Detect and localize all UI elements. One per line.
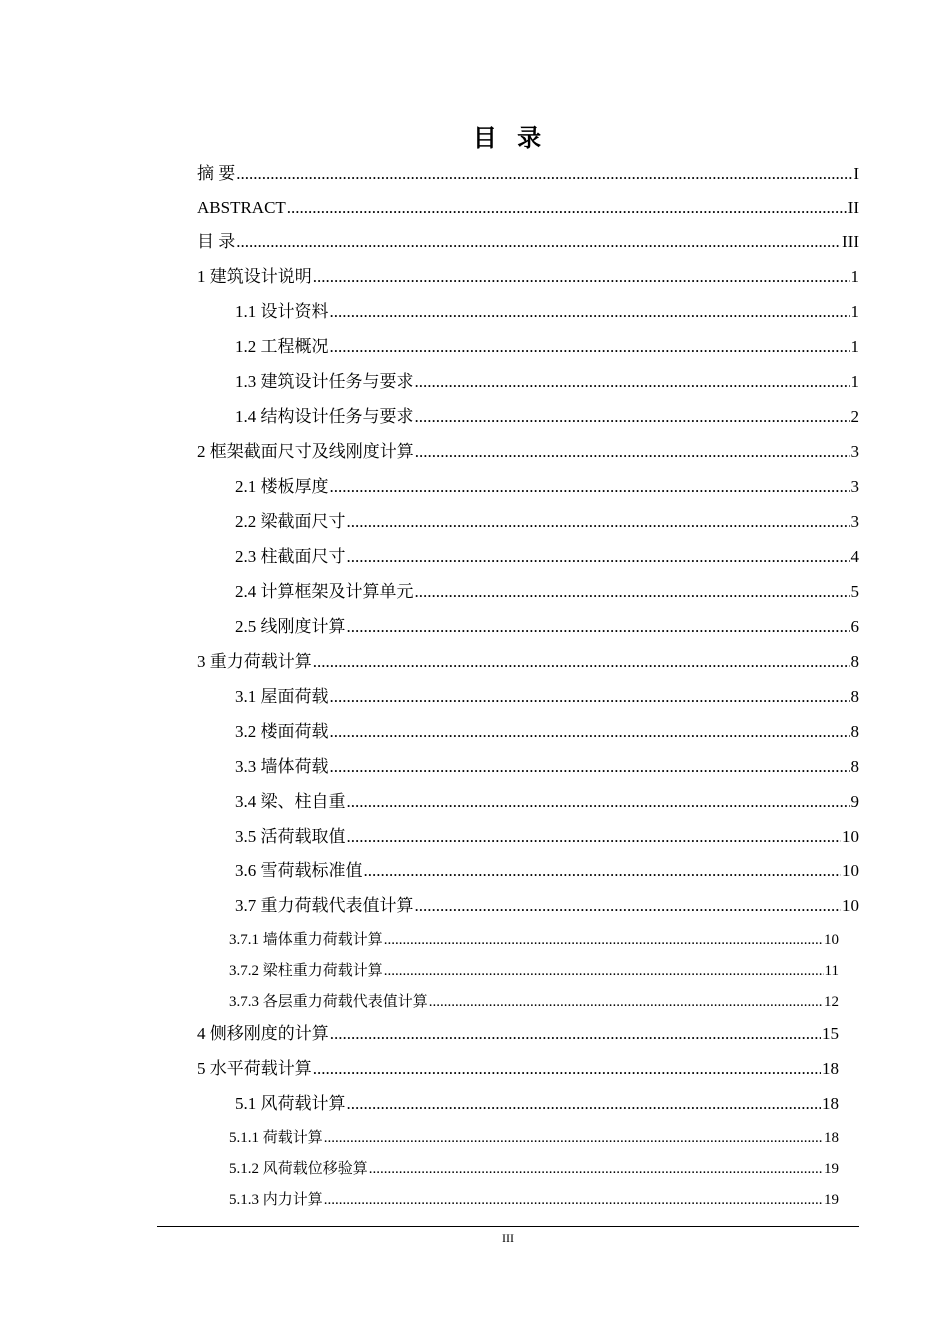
toc-entry-page: 6 — [850, 617, 859, 636]
toc-entry-label: ABSTRACT — [197, 198, 286, 217]
toc-entry-page: 15 — [822, 1024, 839, 1043]
toc-entry-page: 1 — [850, 337, 859, 356]
dot-leader — [415, 400, 850, 434]
toc-entry[interactable] — [235, 785, 859, 819]
toc-entry-page: III — [842, 232, 859, 251]
dot-leader — [364, 854, 842, 888]
toc-entry-page: 12 — [824, 994, 839, 1010]
toc-entry[interactable] — [197, 191, 859, 225]
toc-entry-page: 18 — [824, 1130, 839, 1146]
dot-leader — [347, 820, 842, 854]
dot-leader — [313, 645, 850, 679]
dot-leader — [236, 157, 852, 191]
toc-entry-page: 3 — [850, 512, 859, 531]
toc-entry-label: 5.1.1 荷载计算 — [229, 1130, 323, 1146]
toc-entry[interactable] — [229, 1185, 839, 1215]
toc-entry[interactable] — [235, 400, 859, 434]
toc-entry[interactable] — [229, 925, 839, 955]
footer-divider — [157, 1226, 859, 1227]
dot-leader — [330, 330, 850, 364]
toc-entry[interactable] — [197, 1017, 839, 1051]
dot-leader — [324, 1185, 823, 1215]
toc-entry-page: 10 — [842, 861, 859, 880]
toc-entry-label: 1.1 设计资料 — [235, 302, 329, 321]
toc-entry[interactable] — [235, 295, 859, 329]
toc-entry[interactable] — [197, 1052, 839, 1086]
dot-leader — [324, 1123, 823, 1153]
toc-entry[interactable] — [229, 956, 839, 986]
toc-entry-label: 2.3 柱截面尺寸 — [235, 547, 346, 566]
toc-entry[interactable] — [197, 435, 859, 469]
toc-entry[interactable] — [235, 715, 859, 749]
dot-leader — [287, 191, 847, 225]
toc-entry-page: 10 — [824, 932, 839, 948]
toc-entry[interactable] — [235, 470, 859, 504]
toc-entry[interactable] — [235, 1087, 839, 1121]
toc-entry-label: 2 框架截面尺寸及线刚度计算 — [197, 442, 414, 461]
toc-entry-page: 3 — [850, 477, 859, 496]
toc-entry-label: 3.7.3 各层重力荷载代表值计算 — [229, 994, 428, 1010]
dot-leader — [347, 610, 850, 644]
toc-entry[interactable] — [235, 540, 859, 574]
toc-entry[interactable] — [197, 260, 859, 294]
dot-leader — [415, 435, 850, 469]
dot-leader — [330, 715, 850, 749]
toc-entry-label: 5.1.3 内力计算 — [229, 1192, 323, 1208]
toc-entry-page: 8 — [850, 757, 859, 776]
dot-leader — [384, 925, 823, 955]
toc-entry-page: 4 — [850, 547, 859, 566]
toc-entry-page: 1 — [850, 372, 859, 391]
toc-entry[interactable] — [235, 854, 859, 888]
toc-title: 目 录 — [472, 124, 548, 152]
dot-leader — [415, 365, 850, 399]
toc-entry-label: 3 重力荷载计算 — [197, 652, 312, 671]
toc-entry-label: 3.5 活荷载取值 — [235, 827, 346, 846]
toc-entry-label: 1.4 结构设计任务与要求 — [235, 407, 414, 426]
toc-entry-page: 8 — [850, 652, 859, 671]
toc-entry-label: 3.6 雪荷载标准值 — [235, 861, 363, 880]
dot-leader — [347, 540, 850, 574]
toc-entry-page: 19 — [824, 1192, 839, 1208]
toc-entry[interactable] — [235, 365, 859, 399]
toc-entry[interactable] — [197, 225, 859, 259]
toc-entry-page: 10 — [842, 827, 859, 846]
toc-entry[interactable] — [197, 645, 859, 679]
toc-entry[interactable] — [235, 820, 859, 854]
toc-entry-label: 2.4 计算框架及计算单元 — [235, 582, 414, 601]
dot-leader — [415, 889, 842, 923]
toc-entry-label: 3.3 墙体荷载 — [235, 757, 329, 776]
toc-entry-page: 10 — [842, 896, 859, 915]
toc-entry[interactable] — [235, 680, 859, 714]
toc-entry-label: 1 建筑设计说明 — [197, 267, 312, 286]
toc-entry-label: 3.4 梁、柱自重 — [235, 792, 346, 811]
toc-entry[interactable] — [235, 610, 859, 644]
toc-entry-page: 5 — [850, 582, 859, 601]
toc-entry-label: 5.1 风荷载计算 — [235, 1094, 346, 1113]
toc-entry-label: 2.2 梁截面尺寸 — [235, 512, 346, 531]
toc-entry-page: 8 — [850, 722, 859, 741]
toc-entry-label: 3.2 楼面荷载 — [235, 722, 329, 741]
toc-entry-page: 2 — [850, 407, 859, 426]
toc-entry[interactable] — [235, 750, 859, 784]
toc-entry-label: 3.7 重力荷载代表值计算 — [235, 896, 414, 915]
dot-leader — [415, 575, 850, 609]
toc-entry-label: 3.1 屋面荷载 — [235, 687, 329, 706]
dot-leader — [369, 1154, 823, 1184]
toc-entry-label: 2.1 楼板厚度 — [235, 477, 329, 496]
toc-entry-label: 摘 要 — [197, 164, 236, 183]
toc-entry-label: 5.1.2 风荷载位移验算 — [229, 1161, 368, 1177]
toc-entry-page: 19 — [824, 1161, 839, 1177]
toc-entry-page: 8 — [850, 687, 859, 706]
dot-leader — [330, 750, 850, 784]
dot-leader — [330, 680, 850, 714]
toc-entry-label: 5 水平荷载计算 — [197, 1059, 312, 1078]
dot-leader — [429, 987, 823, 1017]
toc-entry-page: 1 — [850, 267, 859, 286]
toc-entry-label: 3.7.1 墙体重力荷载计算 — [229, 932, 383, 948]
toc-entry-label: 目 录 — [197, 232, 236, 251]
dot-leader — [236, 225, 841, 259]
toc-entry[interactable] — [229, 1123, 839, 1153]
toc-entry-label: 3.7.2 梁柱重力荷载计算 — [229, 963, 383, 979]
dot-leader — [330, 470, 850, 504]
toc-entry[interactable] — [235, 330, 859, 364]
dot-leader — [347, 785, 850, 819]
toc-entry-page: 11 — [824, 963, 839, 979]
toc-entry[interactable] — [235, 505, 859, 539]
toc-entry-page: II — [847, 198, 859, 217]
toc-entry[interactable] — [197, 157, 859, 191]
toc-entry-page: 1 — [850, 302, 859, 321]
toc-entry-page: 3 — [850, 442, 859, 461]
toc-entry-page: 18 — [822, 1094, 839, 1113]
toc-entry[interactable] — [235, 575, 859, 609]
toc-entry-page: I — [853, 164, 859, 183]
toc-entry-page: 18 — [822, 1059, 839, 1078]
toc-entry-label: 2.5 线刚度计算 — [235, 617, 346, 636]
dot-leader — [347, 1087, 822, 1121]
dot-leader — [313, 260, 850, 294]
footer-page-number: III — [502, 1231, 514, 1245]
toc-entry-page: 9 — [850, 792, 859, 811]
dot-leader — [313, 1052, 821, 1086]
toc-entry-label: 1.2 工程概况 — [235, 337, 329, 356]
dot-leader — [384, 956, 824, 986]
dot-leader — [330, 295, 850, 329]
toc-entry[interactable] — [229, 987, 839, 1017]
toc-entry[interactable] — [235, 889, 859, 923]
toc-entry-label: 4 侧移刚度的计算 — [197, 1024, 329, 1043]
dot-leader — [347, 505, 850, 539]
toc-entry-label: 1.3 建筑设计任务与要求 — [235, 372, 414, 391]
dot-leader — [330, 1017, 821, 1051]
toc-entry[interactable] — [229, 1154, 839, 1184]
